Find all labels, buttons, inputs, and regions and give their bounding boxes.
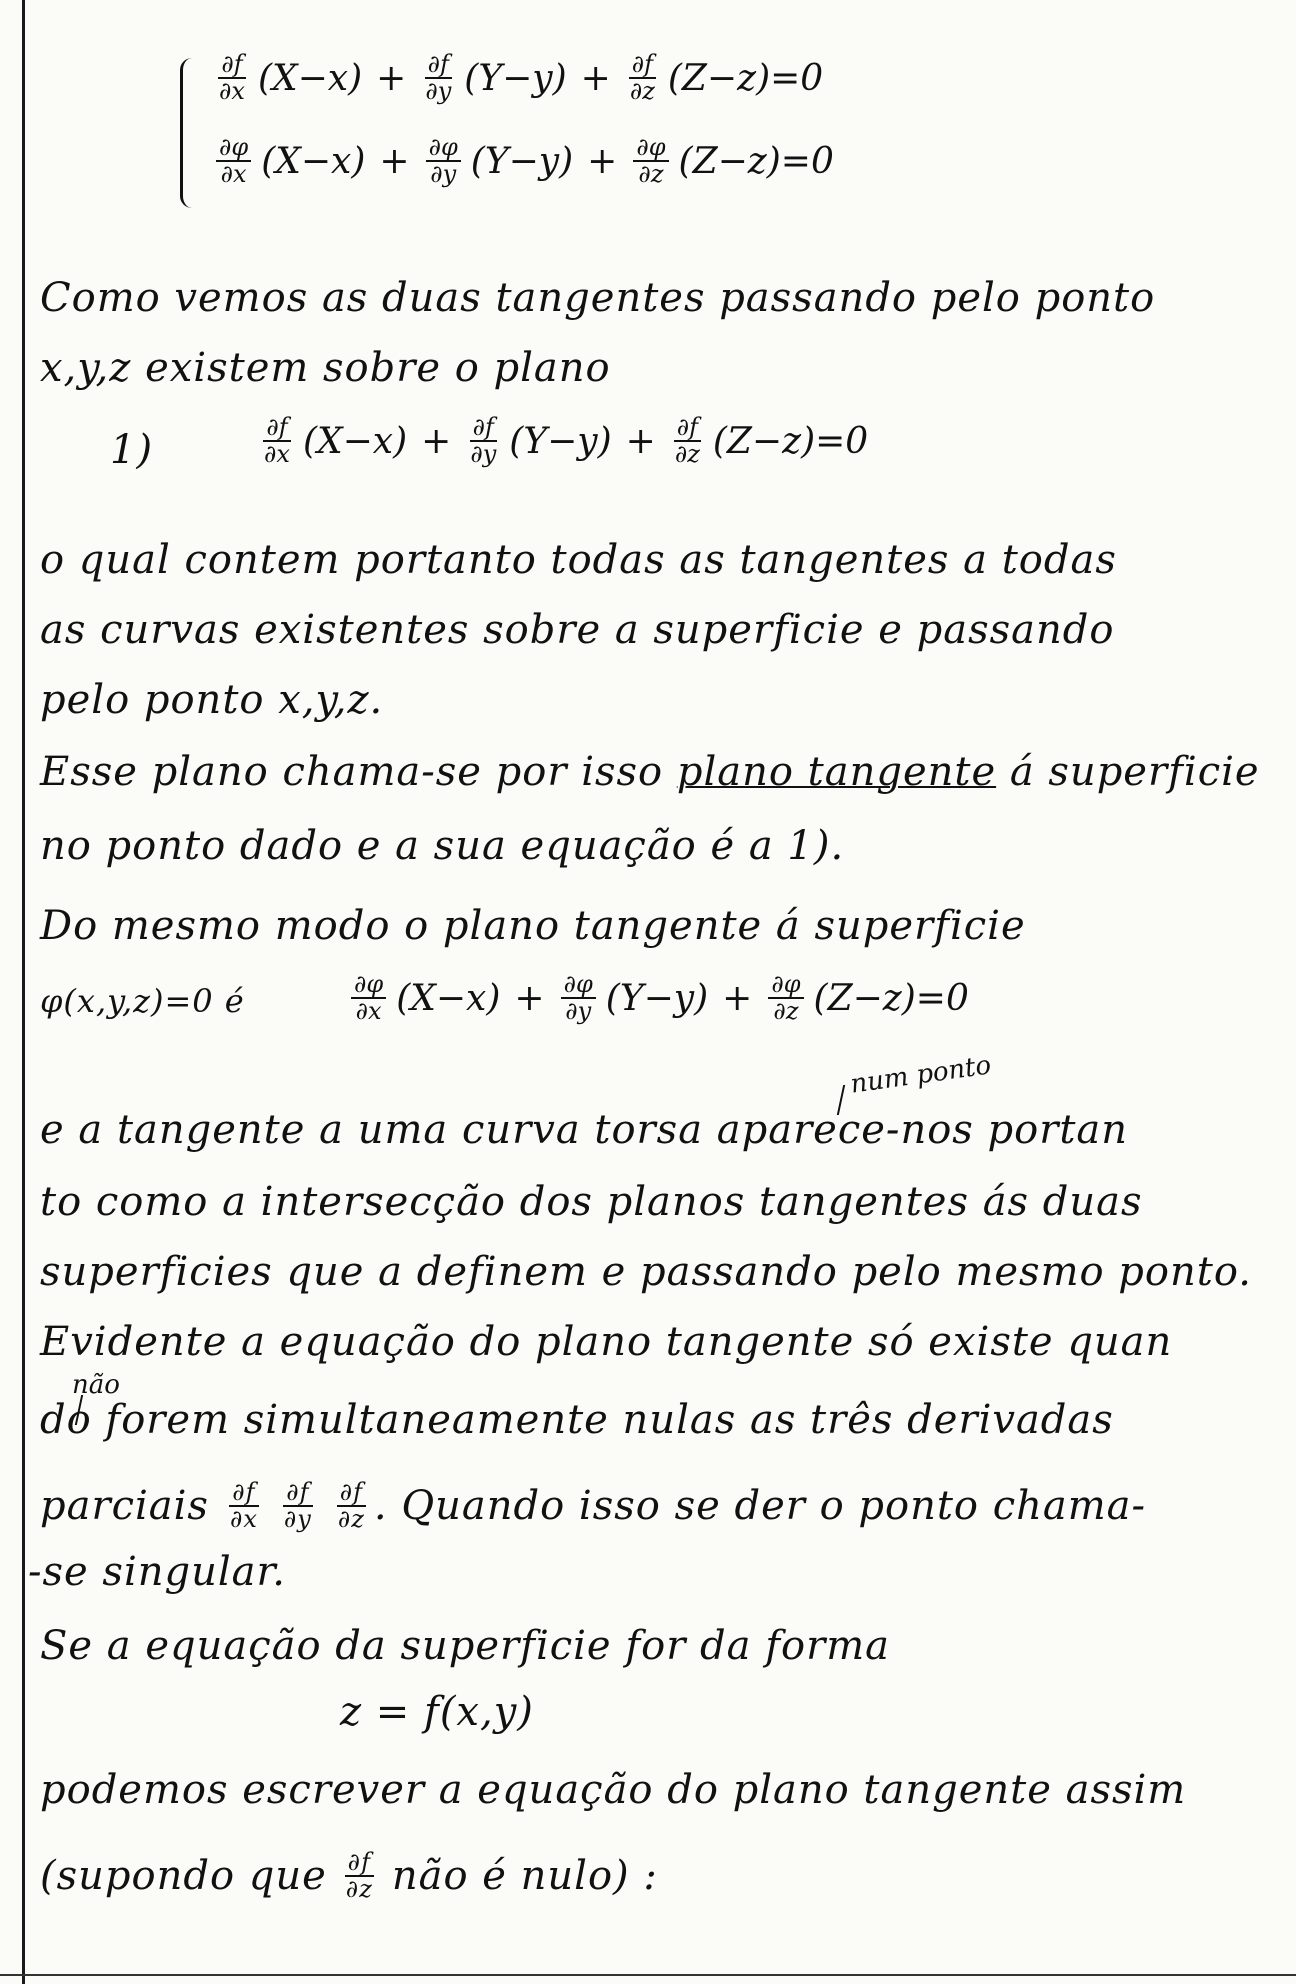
text-line-9-prefix: φ(x,y,z)=0 é: [40, 982, 245, 1020]
text-line-3: o qual contem portanto todas as tangentes a todas: [40, 537, 1117, 583]
text-line-6c: á superficie: [1009, 749, 1260, 795]
equation-2: $\frac{\partial\varphi}{\partial x}$ (X−x) + $\frac{\partial\varphi}{\partial y}$ (Y−y) + $\frac{\partial\varphi}{\partial z}$ (Z−z)=0: [345, 972, 973, 1024]
text-line-15-suffix: . Quando isso se der o ponto chama-: [373, 1483, 1147, 1530]
partial-fz: $\frac{\partial f}{\partial z}$: [337, 1478, 365, 1534]
system-equation-2: $\frac{\partial\varphi}{\partial x}$ (X−x) + $\frac{\partial\varphi}{\partial y}$ (Y−y) + $\frac{\partial\varphi}{\partial z}$ (Z−z)=0: [210, 135, 838, 187]
equation-1-label: 1): [110, 427, 154, 473]
equation-1: $\frac{\partial f}{\partial x}$ (X−x) + $\frac{\partial f}{\partial y}$ (Y−y) + $\frac{\partial f}{\partial z}$ (Z−z)=0: [264, 413, 869, 469]
system-equation-1: $\frac{\partial f}{\partial x}$ (X−x) + $\frac{\partial f}{\partial y}$ (Y−y) + $\frac{\partial f}{\partial z}$ (Z−z)=0: [219, 50, 824, 106]
plano-tangente-underlined: plano tangente: [676, 749, 997, 795]
text-line-17: Se a equação da superficie for da forma: [40, 1623, 890, 1669]
text-line-14: do forem simultaneamente nulas as três derivadas: [40, 1397, 1114, 1443]
text-line-2: x,y,z existem sobre o plano: [40, 345, 611, 391]
text-line-1: Como vemos as duas tangentes passando pelo ponto: [40, 275, 1156, 321]
text-line-10: e a tangente a uma curva torsa aparece-nos portan: [40, 1107, 1129, 1153]
text-line-5: pelo ponto x,y,z.: [40, 677, 384, 723]
text-line-6: [40, 749, 1260, 795]
text-line-6a: Esse plano chama-se por isso: [40, 749, 664, 795]
partial-fz-2: $\frac{\partial f}{\partial z}$: [345, 1848, 373, 1904]
text-line-11: to como a intersecção dos planos tangentes ás duas: [40, 1179, 1143, 1225]
text-line-16: -se singular.: [28, 1549, 286, 1595]
page-bottom-edge: [0, 1974, 1296, 1976]
text-line-13: Evidente a equação do plano tangente só existe quan: [40, 1319, 1173, 1365]
text-line-19: podemos escrever a equação do plano tangente assim: [40, 1767, 1187, 1813]
text-line-12: superficies que a definem e passando pelo mesmo ponto.: [40, 1249, 1252, 1295]
system-brace: [180, 58, 201, 208]
insertion-num-ponto: num ponto: [848, 1050, 993, 1100]
partial-fx: $\frac{\partial f}{\partial x}$: [229, 1478, 258, 1534]
text-line-20: [40, 1850, 658, 1902]
text-line-15: [40, 1480, 1146, 1532]
text-line-15-prefix: parciais: [40, 1483, 209, 1530]
text-line-4: as curvas existentes sobre a superficie e passando: [40, 607, 1115, 653]
text-line-20-suffix: não é nulo) :: [391, 1853, 658, 1900]
text-line-7: no ponto dado e a sua equação é a 1).: [40, 823, 845, 869]
insertion-nao: não: [72, 1370, 120, 1400]
partial-fy: $\frac{\partial f}{\partial y}$: [283, 1478, 312, 1534]
text-line-8: Do mesmo modo o plano tangente á superficie: [40, 903, 1026, 949]
text-line-18-formula: z = f(x,y): [340, 1689, 534, 1735]
text-line-20-prefix: (supondo que: [40, 1853, 327, 1900]
page-left-edge: [22, 0, 25, 1984]
